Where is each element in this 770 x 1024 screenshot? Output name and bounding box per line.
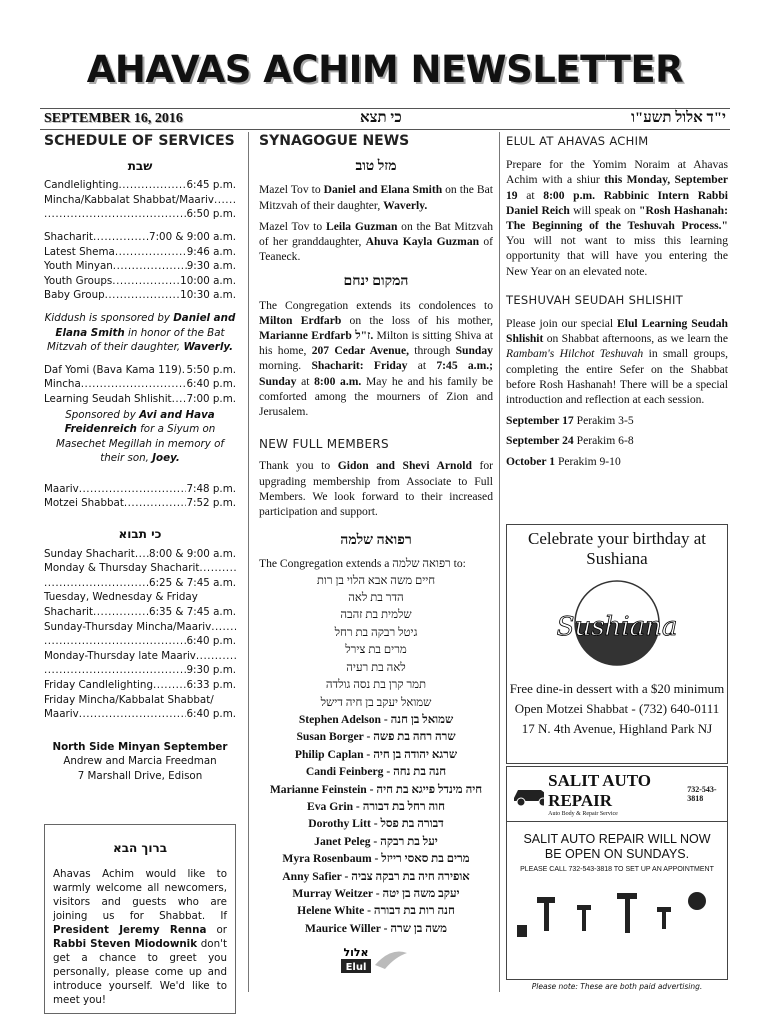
- schedule-label: Maariv: [44, 708, 79, 721]
- schedule-label: Latest Shema: [44, 245, 115, 258]
- seudah-date-row: [506, 413, 728, 428]
- schedule-label: Friday Mincha/Kabbalat Shabbat/: [44, 693, 214, 706]
- refuah-name: חיים משה אבא הלוי בן רות: [316, 573, 436, 587]
- members-text: Thank you to Gidon and Shevi Arnold for upgrading membership from Associate to Full Members. We look forward to their increased participation and support.: [259, 459, 494, 519]
- emphasis: Avi and Hava Freidenreich: [64, 408, 215, 436]
- dot-leader: [44, 576, 149, 591]
- dot-leader: [81, 377, 187, 392]
- schedule-label: Monday-Thursday late Maariv: [44, 649, 196, 662]
- dot-leader: [44, 663, 186, 678]
- emphasis: Waverly.: [183, 341, 234, 354]
- salit-sub: Auto Body & Repair Service: [548, 811, 618, 817]
- sushiana-line: 17 N. 4th Avenue, Highland Park NJ: [521, 721, 713, 736]
- schedule-row: [44, 363, 236, 378]
- schedule-row: [44, 230, 236, 245]
- salit-name: SALIT AUTO REPAIR: [548, 771, 652, 810]
- nichum-heading: המקום ינחם: [343, 274, 409, 290]
- mazel-tov-2: Mazel Tov to Leila Guzman on the Bat Mitzvah of her granddaughter, Ahuva Kayla Guzman of Teaneck.: [259, 219, 494, 264]
- refuah-name: Marianne Feinstein - חיה מינדל פייגא בת חיה: [269, 782, 483, 796]
- seudah-perakim: Perakim 3-5: [573, 414, 634, 428]
- schedule-time: 8:00 & 9:00 a.m.: [149, 547, 236, 560]
- seudah-text: Please join our special Elul Learning Seudah Shlishit on Shabbat afternoons, as we learn the Rambam's Hilchot Teshuvah in small groups, completing the entire Sefer on the Shabbat before Rosh Hashanah! There will be a special introduction and reflection at each session.: [506, 317, 729, 407]
- parsha-name: כי תצא: [360, 110, 402, 126]
- emphasis: 7:45 a.m.;: [436, 359, 494, 373]
- dot-leader: [124, 496, 187, 511]
- mazel-tov-1: Mazel Tov to Daniel and Elana Smith on the Bat Mitzvah of their daughter, Waverly.: [259, 183, 493, 212]
- schedule-time: 9:30 p.m.: [186, 664, 236, 677]
- emphasis: this Monday, September 19: [506, 173, 729, 202]
- northside-hosts: Andrew and Marcia Freedman: [63, 755, 217, 768]
- dot-leader: [153, 678, 187, 693]
- dot-leader: [214, 193, 236, 208]
- sushiana-details: [507, 681, 727, 737]
- elul-title: ELUL AT AHAVAS ACHIM: [506, 134, 649, 148]
- seudah-dates: [506, 413, 728, 469]
- members-title: NEW FULL MEMBERS: [259, 437, 389, 452]
- refuah-name: Myra Rosenbaum - מרים בת סאסי רייזל: [282, 852, 470, 866]
- shabbos-heading: שבת: [127, 158, 153, 173]
- dot-leader: [196, 649, 236, 664]
- refuah-name: Candi Feinberg - חנה בת נחה: [305, 765, 447, 779]
- schedule-row: [44, 707, 236, 722]
- schedule-label: Shacharit: [44, 230, 94, 243]
- salit-header: [507, 767, 727, 822]
- schedule-row: [44, 634, 236, 649]
- seudah-perakim: Perakim 6-8: [573, 434, 634, 448]
- schedule-row: [44, 590, 236, 605]
- refuah-name: לאה בת רעיה: [346, 660, 406, 674]
- schedule-title: SCHEDULE OF SERVICES: [44, 133, 235, 149]
- refuah-name: מרים בת צירל: [345, 643, 407, 657]
- schedule-label: Mincha: [44, 378, 81, 391]
- schedule-time: 7:00 p.m.: [186, 392, 236, 405]
- schedule-label: Friday Candlelighting: [44, 679, 153, 691]
- elul-logo-heb: אלול: [343, 946, 369, 960]
- english-date: SEPTEMBER 16, 2016: [44, 111, 183, 126]
- refuah-intro: The Congregation extends a רפואה שלמה to:: [259, 557, 466, 571]
- salit-phone: 732-543-3818: [687, 785, 717, 803]
- weekday-times: [44, 547, 236, 722]
- schedule-time: 10:30 a.m.: [180, 289, 236, 302]
- northside-title: North Side Minyan September: [52, 740, 228, 753]
- schedule-label: Learning Seudah Shlishit: [44, 392, 172, 405]
- dot-leader: [112, 274, 180, 289]
- emphasis: President Jeremy Renna: [53, 924, 207, 937]
- condolence-text: The Congregation extends its condolences to Milton Erdfarb on the loss of his mother, Marianne Erdfarb ז"ל. Milton is sitting Shiva at his home, 207 Cedar Avenue, through Sunday morning. Shacharit: Friday at 7:45 a.m.; Sunday at 8:00 a.m. May he and his family be comforted among the mourners of Zion and Jerusalem.: [259, 298, 494, 419]
- dot-leader: [79, 707, 187, 722]
- afternoon-times: [44, 363, 236, 407]
- dot-leader: [113, 259, 187, 274]
- car-icon: [511, 781, 544, 807]
- schedule-time: 7:48 p.m.: [186, 482, 236, 495]
- schedule-label: Monday & Thursday Shacharit: [44, 562, 200, 575]
- schedule-label: Youth Groups: [44, 274, 113, 287]
- schedule-row: [44, 259, 236, 274]
- salit-line: SALIT AUTO REPAIR WILL NOW: [523, 832, 711, 846]
- schedule-label: Tuesday, Wednesday & Friday: [44, 591, 198, 604]
- dot-leader: [211, 620, 236, 635]
- column-divider: [248, 132, 249, 992]
- refuah-heading: רפואה שלמה: [340, 533, 412, 549]
- refuah-name: Dorothy Litt - דבורה בת פסל: [308, 817, 444, 831]
- sushiana-logo-text: Sushiana: [556, 612, 678, 642]
- dot-leader: [79, 482, 187, 497]
- schedule-label: Baby Group: [44, 289, 105, 302]
- schedule-row: [44, 207, 236, 222]
- schedule-row: [44, 576, 236, 591]
- schedule-time: 6:45 p.m.: [186, 179, 236, 192]
- dot-leader: [93, 605, 149, 620]
- tools-illustration: [507, 877, 727, 947]
- salit-ad: [506, 766, 728, 980]
- schedule-row: [44, 620, 236, 635]
- schedule-row: [44, 377, 236, 392]
- schedule-time: 5:50 p.m.: [186, 363, 236, 376]
- schedule-time: 7:00 & 9:00 a.m.: [149, 230, 236, 243]
- schedule-row: [44, 245, 236, 260]
- schedule-row: [44, 274, 236, 289]
- refuah-name: הדר בת לאה: [348, 591, 404, 605]
- schedule-time: 6:50 p.m.: [186, 208, 236, 221]
- emphasis: Shacharit: Friday: [311, 359, 408, 373]
- schedule-time: 6:40 p.m.: [186, 635, 236, 648]
- schedule-time: 6:40 p.m.: [186, 378, 236, 391]
- dot-leader: [115, 245, 187, 260]
- refuah-name: Anny Safier - אופירה חיה בת רבקה צביה: [282, 869, 470, 883]
- emphasis: 8:00 a.m.: [314, 374, 362, 388]
- sushiana-line: Open Motzei Shabbat - (732) 640-0111: [514, 701, 720, 716]
- dot-leader: [105, 288, 181, 303]
- refuah-named-list: [259, 711, 493, 937]
- kiddush-note: Kiddush is sponsored by Daniel and Elana Smith in honor of the Bat Mitzvah of their daughter, Waverly.: [44, 311, 236, 354]
- emphasis: Milton Erdfarb: [259, 313, 342, 327]
- emphasis: 8:00 p.m.: [543, 188, 596, 202]
- schedule-time: 9:46 a.m.: [186, 245, 236, 258]
- schedule-row: [44, 496, 236, 511]
- schedule-time: 6:35 & 7:45 a.m.: [149, 606, 236, 619]
- schedule-time: 6:33 p.m.: [186, 679, 236, 691]
- refuah-name: Susan Borger - שרה רחה בת פשה: [296, 730, 456, 744]
- emphasis: Gidon and Shevi Arnold: [337, 459, 472, 473]
- emphasis: Waverly.: [383, 198, 428, 212]
- refuah-name: Helene White - חנה רות בת דבורה: [297, 904, 455, 918]
- emphasis: Elul Learning Seudah Shlishit: [506, 317, 728, 346]
- northside-address: 7 Marshall Drive, Edison: [77, 769, 203, 782]
- dot-leader: [172, 392, 187, 407]
- refuah-name: גיטל רבקה בת רחל: [334, 625, 418, 639]
- dot-leader: [93, 230, 149, 245]
- schedule-row: [44, 693, 236, 708]
- refuah-hebrew-list: [259, 572, 493, 711]
- salit-line: BE OPEN ON SUNDAYS.: [544, 847, 690, 861]
- elul-logo-eng: Elul: [345, 962, 367, 974]
- schedule-time: 10:00 a.m.: [180, 274, 236, 287]
- shabbos-times: [44, 178, 236, 222]
- schedule-row: [44, 547, 236, 562]
- evening-times: [44, 482, 236, 511]
- dot-leader: [135, 547, 149, 562]
- emphasis: Daniel and Elana Smith: [55, 311, 236, 339]
- emphasis: Sunday: [455, 344, 493, 358]
- schedule-label: Mincha/Kabbalat Shabbat/Maariv: [44, 193, 214, 206]
- refuah-name: Stephen Adelson - שמואל בן חנה: [298, 712, 454, 726]
- schedule-row: [44, 678, 236, 693]
- schedule-label: Sunday Shacharit: [44, 547, 135, 560]
- schedule-row: [44, 178, 236, 193]
- schedule-row: [44, 561, 236, 576]
- shabbos-day-times: [44, 230, 236, 303]
- schedule-label: Sunday-Thursday Mincha/Maariv: [44, 620, 212, 633]
- emphasis: Daniel and Elana Smith: [323, 183, 443, 197]
- refuah-name: Murray Weitzer - יעקב משה בן יטה: [292, 886, 460, 900]
- welcome-heading: ברוך הבא: [112, 840, 168, 855]
- refuah-name: שמואל יעקב בן חיה דישל: [320, 695, 432, 709]
- sushiana-logo-graphic: [542, 577, 692, 677]
- schedule-column: [44, 132, 236, 1014]
- emphasis: Sunday: [259, 374, 297, 388]
- schedule-row: [44, 649, 236, 664]
- elul-text: Prepare for the Yomim Noraim at Ahavas Achim with a shiur this Monday, September 19 at 8:00 p.m. Rabbinic Intern Rabbi Daniel Reich will speak on "Rosh Hashanah: The Beginning of the Teshuvah Process." You will not want to miss this learning opportunity that will have you entering the New Year on an elevated note.: [506, 158, 729, 278]
- elul-logo: [341, 943, 411, 973]
- welcome-text: Ahavas Achim would like to warmly welcome all newcomers, visitors and guests who are joining us for Shabbat. If President Jeremy Renna or Rabbi Steven Miodownik don't get a chance to greet you personally, please come up and introduce yourself. We'd like to meet you!: [53, 868, 227, 1007]
- sushiana-ad: [506, 524, 728, 764]
- schedule-time: 6:40 p.m.: [186, 708, 236, 721]
- elul-logo-graphic: [341, 943, 411, 973]
- hebrew-date: י"ד אלול תשע"ו: [631, 110, 726, 126]
- refuah-name: Eva Grin - חוה רחל בת דבורה: [306, 799, 446, 813]
- seudah-date-row: [506, 454, 728, 469]
- schedule-row: [44, 392, 236, 407]
- schedule-row: [44, 193, 236, 208]
- emphasis: Ahuva Kayla Guzman: [365, 235, 480, 249]
- emphasis: 207 Cedar Avenue,: [311, 344, 410, 358]
- schedule-label: Daf Yomi (Bava Kama 119): [44, 363, 182, 376]
- seudah-date: September 24: [506, 434, 574, 448]
- refuah-name: תמר קרן בת נסה גולדה: [325, 678, 427, 692]
- seudah-perakim: Perakim 9-10: [555, 454, 621, 468]
- sushiana-title: Celebrate your birthday at Sushiana: [528, 529, 706, 568]
- welcome-box: [44, 824, 236, 1014]
- schedule-row: [44, 288, 236, 303]
- sushiana-logo: [542, 577, 692, 677]
- dot-leader: [44, 207, 186, 222]
- news-title: SYNAGOGUE NEWS: [259, 133, 410, 149]
- schedule-time: 9:30 a.m.: [186, 260, 236, 273]
- dot-leader: [199, 561, 236, 576]
- schedule-label: Youth Minyan: [44, 260, 113, 273]
- emphasis: Rabbi Steven Miodownik: [53, 938, 198, 951]
- refuah-name: Janet Peleg - יעל בת רבקה: [314, 834, 438, 848]
- schedule-time: 7:52 p.m.: [186, 497, 236, 510]
- sushiana-line: Free dine-in dessert with a $20 minimum: [509, 681, 725, 696]
- mazel-heading: מזל טוב: [355, 159, 397, 175]
- schedule-label: Shacharit: [44, 606, 94, 619]
- seudah-date: October 1: [506, 454, 556, 468]
- schedule-row: [44, 663, 236, 678]
- emphasis: "Rosh Hashanah: The Beginning of the Teshuvah Process.": [506, 203, 728, 233]
- schedule-time: 6:25 & 7:45 a.m.: [149, 576, 236, 589]
- emphasis: Rambam's Hilchot Teshuvah: [506, 347, 644, 361]
- refuah-name: שלמית בת זהבה: [340, 608, 412, 622]
- schedule-row: [44, 482, 236, 497]
- schedule-label: Candlelighting: [44, 179, 119, 192]
- schedule-row: [44, 605, 236, 620]
- column-divider: [499, 132, 500, 992]
- refuah-name: Philip Caplan - שרגא יהודה בן חיה: [294, 747, 458, 761]
- seudah-title: TESHUVAH SEUDAH SHLISHIT: [506, 292, 684, 307]
- dateline: [40, 108, 730, 130]
- refuah-name: Maurice Willer - משה בן שרה: [305, 921, 447, 935]
- emphasis: Joey.: [152, 452, 180, 465]
- news-column: [259, 132, 493, 973]
- dot-leader: [119, 178, 187, 193]
- emphasis: Leila Guzman: [325, 219, 398, 233]
- emphasis: Marianne Erdfarb ז"ל.: [259, 329, 374, 343]
- newsletter-masthead: AHAVAS ACHIM NEWSLETTER: [86, 48, 684, 91]
- seudah-date: September 17: [506, 414, 574, 428]
- seudah-date-row: [506, 433, 728, 448]
- siyum-note: Sponsored by Avi and Hava Freidenreich for a Siyum on Masechet Megillah in memory of their son, Joey.: [55, 408, 225, 465]
- ad-footnote: Please note: These are both paid advertising.: [531, 982, 703, 991]
- dot-leader: [44, 634, 186, 649]
- schedule-label: Motzei Shabbat: [44, 497, 124, 510]
- salit-announcement: [507, 822, 727, 866]
- elul-column: [506, 132, 728, 469]
- schedule-label: Maariv: [44, 482, 79, 495]
- salit-call: PLEASE CALL 732-543-3818 TO SET UP AN APPOINTMENT: [520, 866, 714, 873]
- weekday-heading: כי תבוא: [118, 527, 162, 542]
- emphasis: Rabbinic Intern Rabbi Daniel Reich: [506, 188, 728, 217]
